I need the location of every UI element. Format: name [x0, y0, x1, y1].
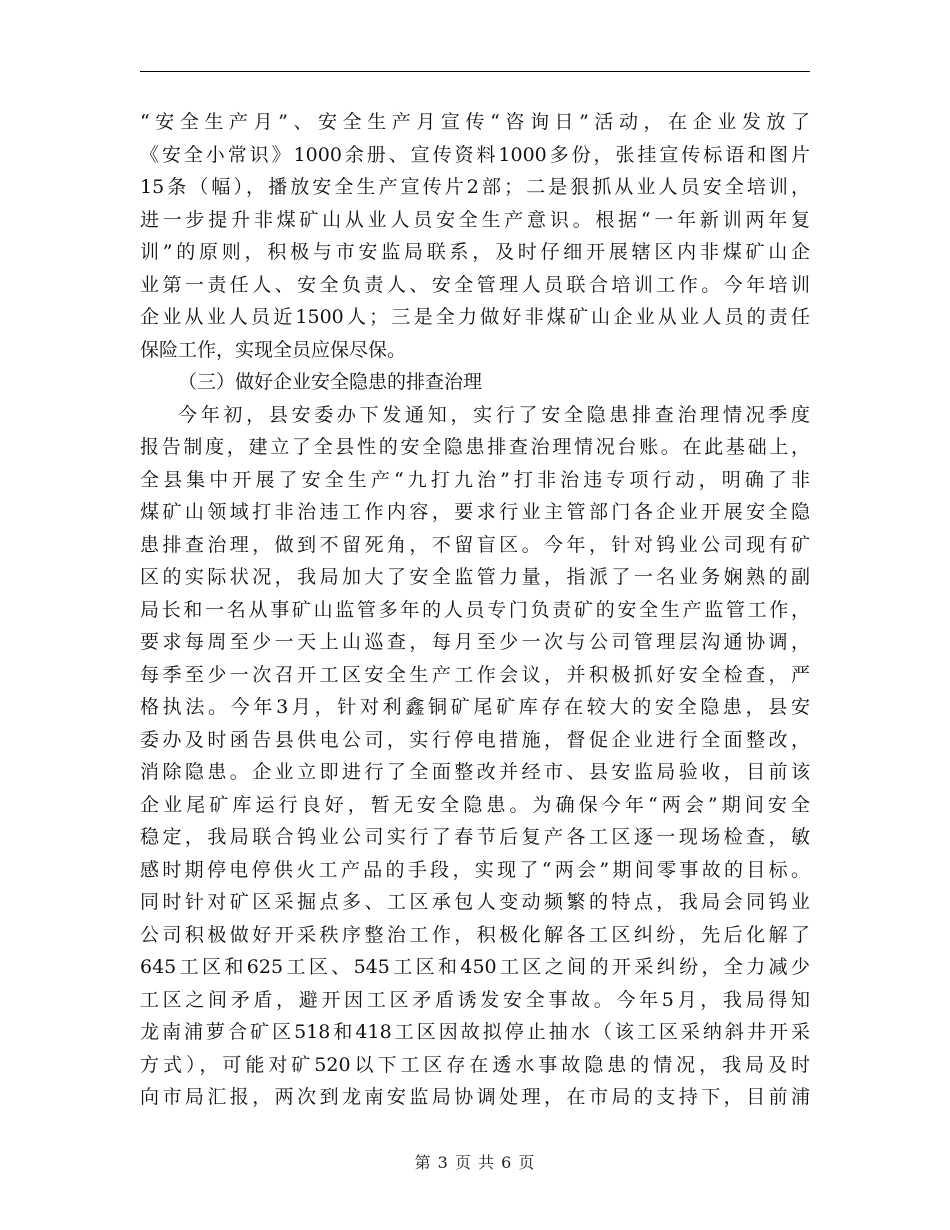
document-body: [140, 106, 810, 1114]
paragraph-line: 方式），可能对矿520以下工区存在透水事故隐患的情况，我局及时: [140, 1053, 810, 1076]
paragraph-line: 公司积极做好开采秩序整治工作，积极化解各工区纠纷，先后化解了: [140, 923, 810, 946]
paragraph-line: 消除隐患。企业立即进行了全面整改并经市、县安监局验收，目前该: [140, 761, 810, 783]
paragraph-line: 工区之间矛盾，避开因工区矛盾诱发安全事故。今年5月，我局得知: [140, 988, 810, 1011]
paragraph-line: 进一步提升非煤矿山从业人员安全生产意识。根据“一年新训两年复: [140, 208, 810, 231]
paragraph-line: 委办及时函告县供电公司，实行停电措施，督促企业进行全面整改，: [140, 728, 810, 751]
paragraph-line: 煤矿山领域打非治违工作内容，要求行业主管部门各企业开展安全隐: [140, 501, 810, 523]
paragraph-line: 向市局汇报，两次到龙南安监局协调处理，在市局的支持下，目前浦: [140, 1086, 810, 1108]
paragraph-line: 15条（幅），播放安全生产宣传片2部；二是狠抓从业人员安全培训，: [140, 176, 810, 198]
page-number-footer: 第 3 页 共 6 页: [414, 1153, 536, 1172]
paragraph-line: 患排查治理，做到不留死角，不留盲区。今年，针对钨业公司现有矿: [140, 533, 810, 556]
paragraph-line: 稳定，我局联合钨业公司实行了春节后复产各工区逐一现场检查，敏: [140, 826, 810, 848]
paragraph-line: 每季至少一次召开工区安全生产工作会议，并积极抓好安全检查，严: [140, 663, 810, 686]
paragraph-line: 企业从业人员近1500人；三是全力做好非煤矿山企业从业人员的责任: [140, 306, 810, 328]
paragraph-line: 今年初，县安委办下发通知，实行了安全隐患排查治理情况季度: [178, 403, 810, 426]
paragraph-line: 企业尾矿库运行良好，暂无安全隐患。为确保今年“两会”期间安全: [140, 793, 810, 816]
section-heading: （三）做好企业安全隐患的排查治理: [178, 371, 483, 393]
paragraph-line: 全县集中开展了安全生产“九打九治”打非治违专项行动，明确了非: [140, 468, 810, 491]
paragraph-line: 业第一责任人、安全负责人、安全管理人员联合培训工作。今年培训: [140, 273, 810, 296]
paragraph-line: 龙南浦萝合矿区518和418工区因故拟停止抽水（该工区采纳斜井开采: [140, 1021, 810, 1043]
paragraph-line: 《安全小常识》1000余册、宣传资料1000多份，张挂宣传标语和图片: [140, 143, 810, 166]
paragraph-line: 局长和一名从事矿山监管多年的人员专门负责矿的安全生产监管工作，: [140, 598, 810, 621]
paragraph-line: 要求每周至少一天上山巡查，每月至少一次与公司管理层沟通协调，: [140, 631, 810, 653]
paragraph-line: 训”的原则，积极与市安监局联系，及时仔细开展辖区内非煤矿山企: [140, 241, 810, 263]
paragraph-line: 报告制度，建立了全县性的安全隐患排查治理情况台账。在此基础上，: [140, 436, 810, 458]
paragraph-line: 区的实际状况，我局加大了安全监管力量，指派了一名业务娴熟的副: [140, 566, 810, 588]
paragraph-line: 同时针对矿区采掘点多、工区承包人变动频繁的特点，我局会同钨业: [140, 891, 810, 913]
paragraph-line: “安全生产月”、安全生产月宣传“咨询日”活动，在企业发放了: [140, 111, 810, 133]
paragraph-line: 感时期停电停供火工产品的手段，实现了“两会”期间零事故的目标。: [140, 858, 810, 881]
paragraph-line: 645工区和625工区、545工区和450工区之间的开采纠纷，全力减少: [140, 956, 810, 978]
header-rule: [140, 71, 810, 72]
paragraph-line: 保险工作，实现全员应保尽保。: [140, 338, 407, 361]
paragraph-line: 格执法。今年3月，针对利鑫铜矿尾矿库存在较大的安全隐患，县安: [140, 696, 810, 718]
